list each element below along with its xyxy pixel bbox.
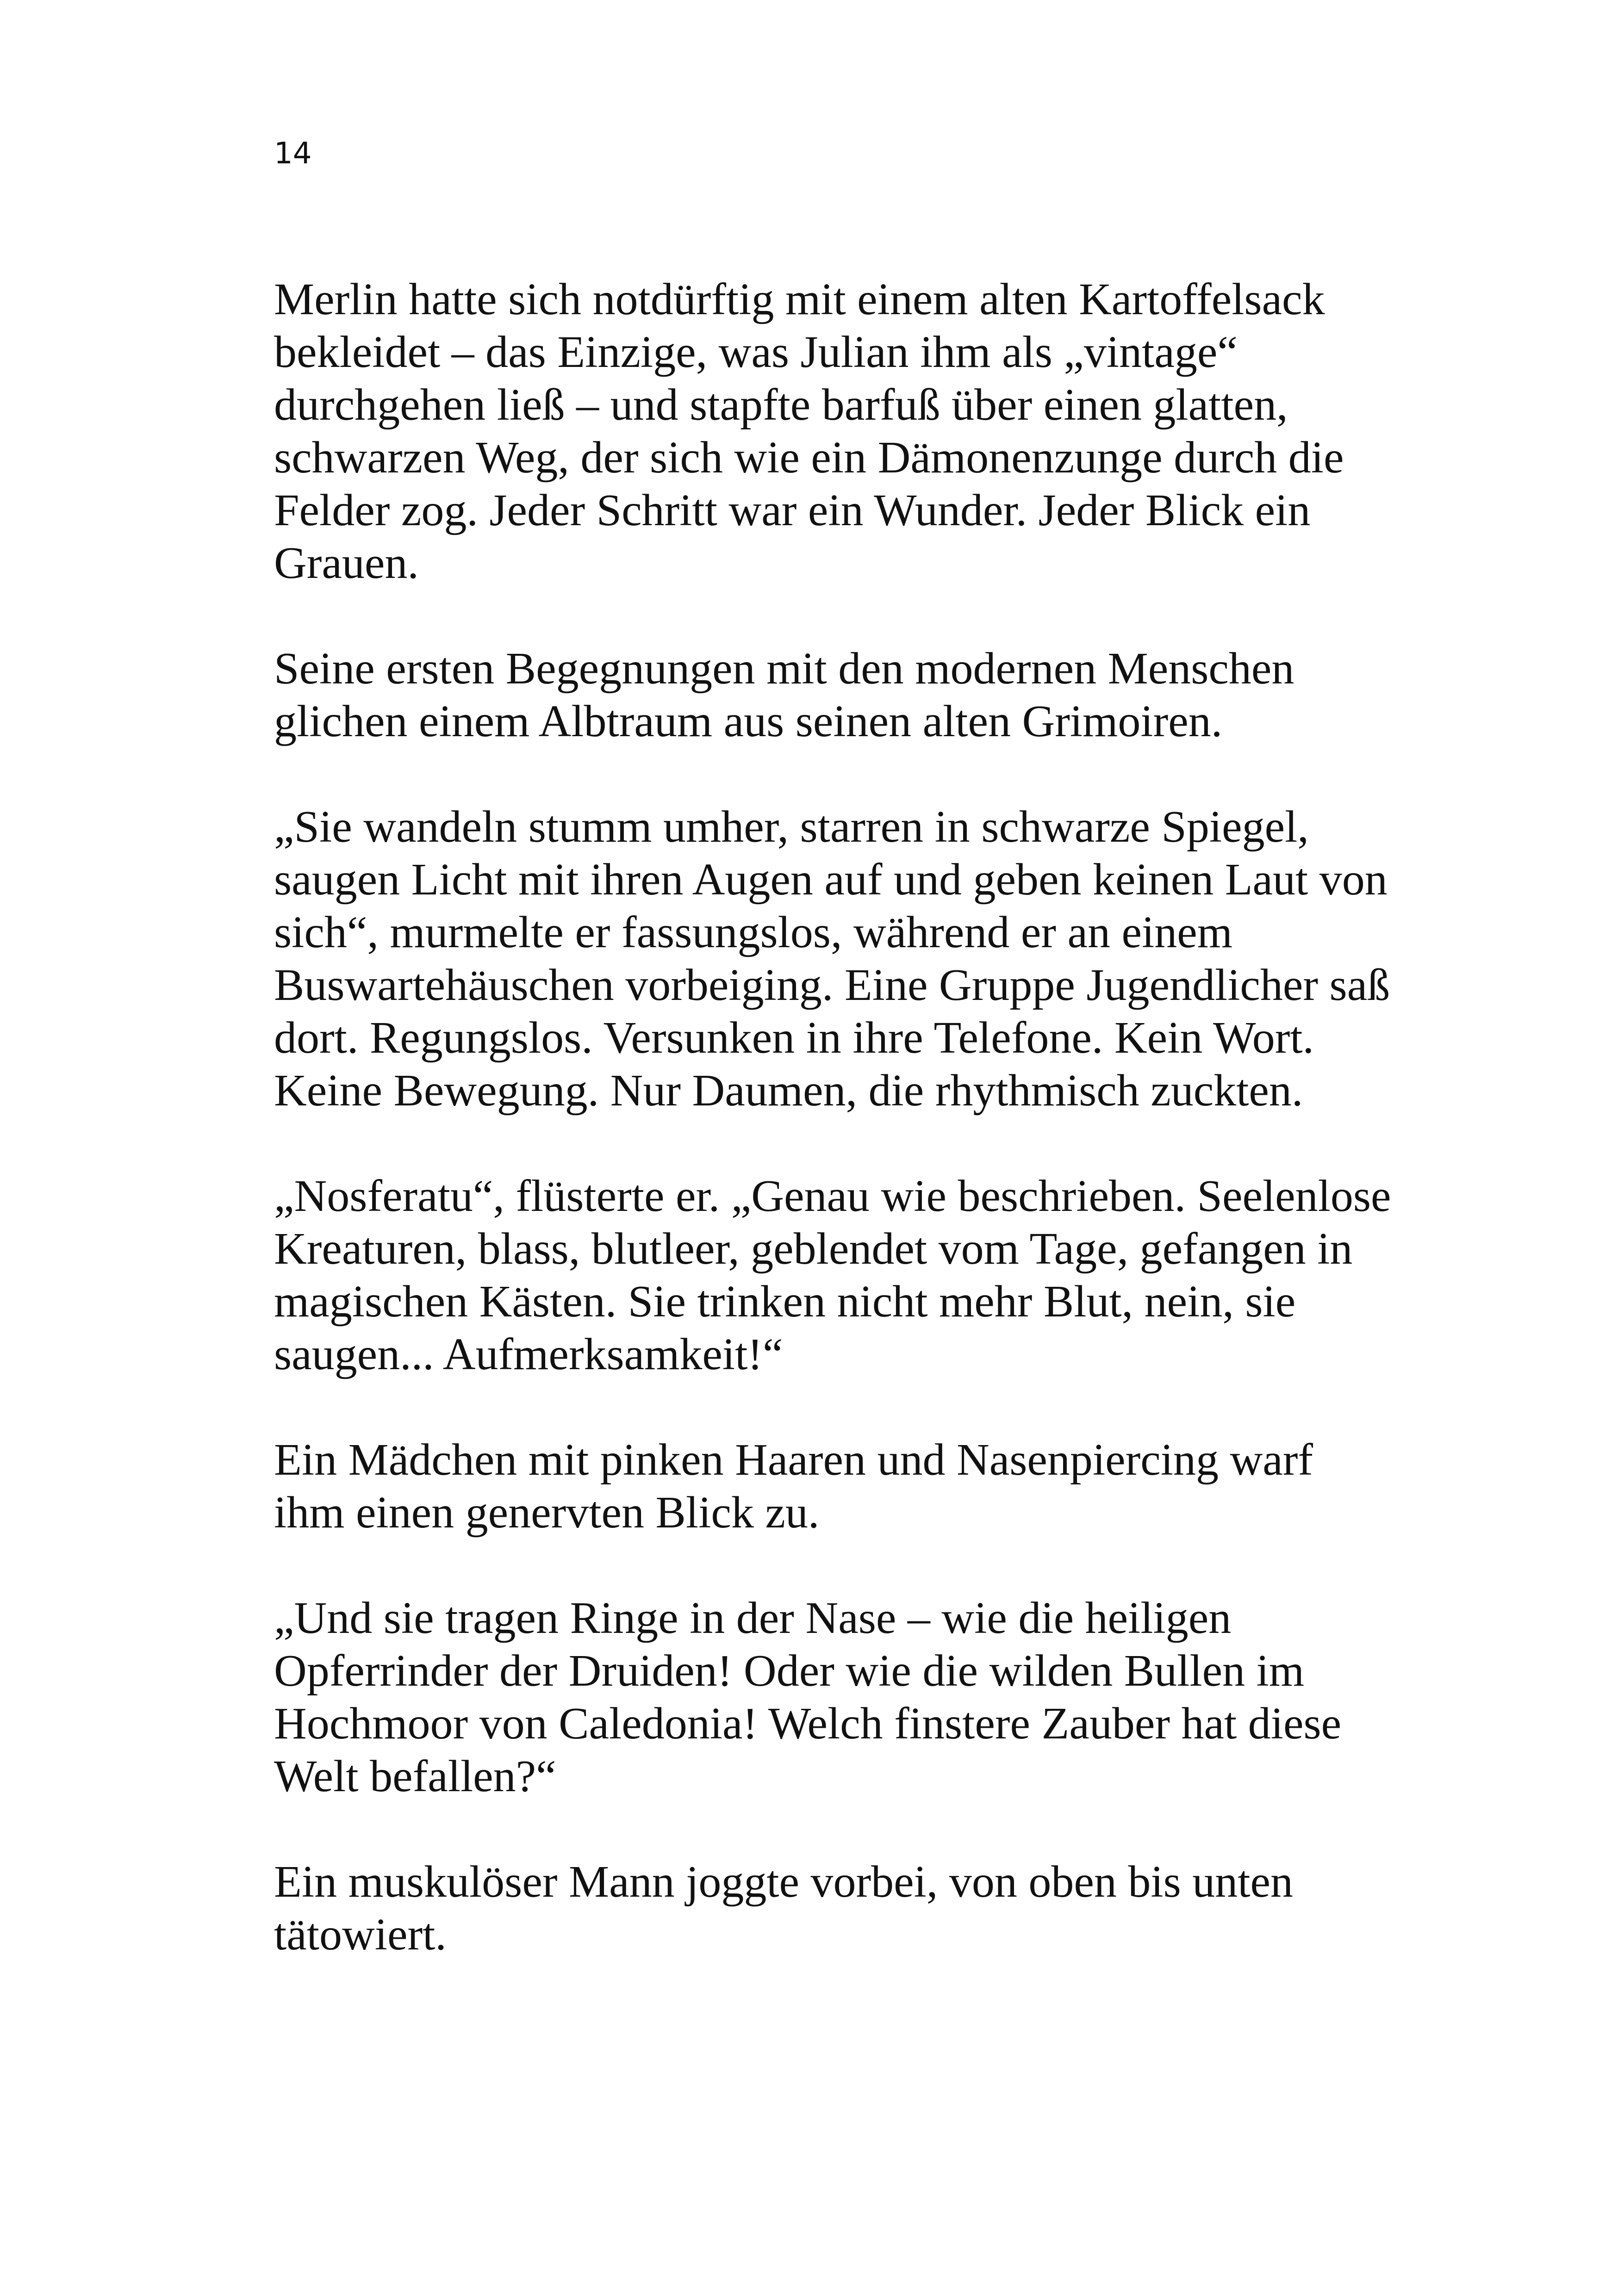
paragraph: „Nosferatu“, flüsterte er. „Genau wie beschrieben. Seelenlose Kreaturen, blass, blutleer, geblendet vom Tage, gefangen in magischen Kästen. Sie trinken nicht mehr Blut, nein, sie saugen... Aufmerksamkeit!“ <box>274 1171 1391 1379</box>
paragraph: Merlin hatte sich notdürftig mit einem alten Kartoffelsack bekleidet – das Einzige, was Julian ihm als „vintage“ durchgehen ließ – und stapfte barfuß über einen glatten, schwarzen Weg, der sich wie ein Dämonenzunge durch die Felder zog. Jeder Schritt war ein Wunder. Jeder Blick ein Grauen. <box>274 274 1344 588</box>
paragraph: „Sie wandeln stumm umher, starren in schwarze Spiegel, saugen Licht mit ihren Augen auf und geben keinen Laut von sich“, murmelte er fassungslos, während er an einem Buswartehäuschen vorbeiging. Eine Gruppe Jugendlicher saß dort. Regungslos. Versunken in ihre Telefone. Kein Wort. Keine Bewegung. Nur Daumen, die rhythmisch zuckten. <box>274 802 1390 1116</box>
paragraph: Seine ersten Begegnungen mit den modernen Menschen glichen einem Albtraum aus seinen alten Grimoiren. <box>274 644 1294 746</box>
paragraph: Ein Mädchen mit pinken Haaren und Nasenpiercing warf ihm einen genervten Blick zu. <box>274 1435 1313 1538</box>
page-number: 14 <box>274 137 312 171</box>
paragraph: „Und sie tragen Ringe in der Nase – wie die heiligen Opferrinder der Druiden! Oder wie die wilden Bullen im Hochmoor von Caledonia! Welch finstere Zauber hat diese Welt befallen?“ <box>274 1593 1342 1801</box>
body-text <box>274 273 1394 1961</box>
paragraph: Ein muskulöser Mann joggte vorbei, von oben bis unten tätowiert. <box>274 1857 1293 1960</box>
